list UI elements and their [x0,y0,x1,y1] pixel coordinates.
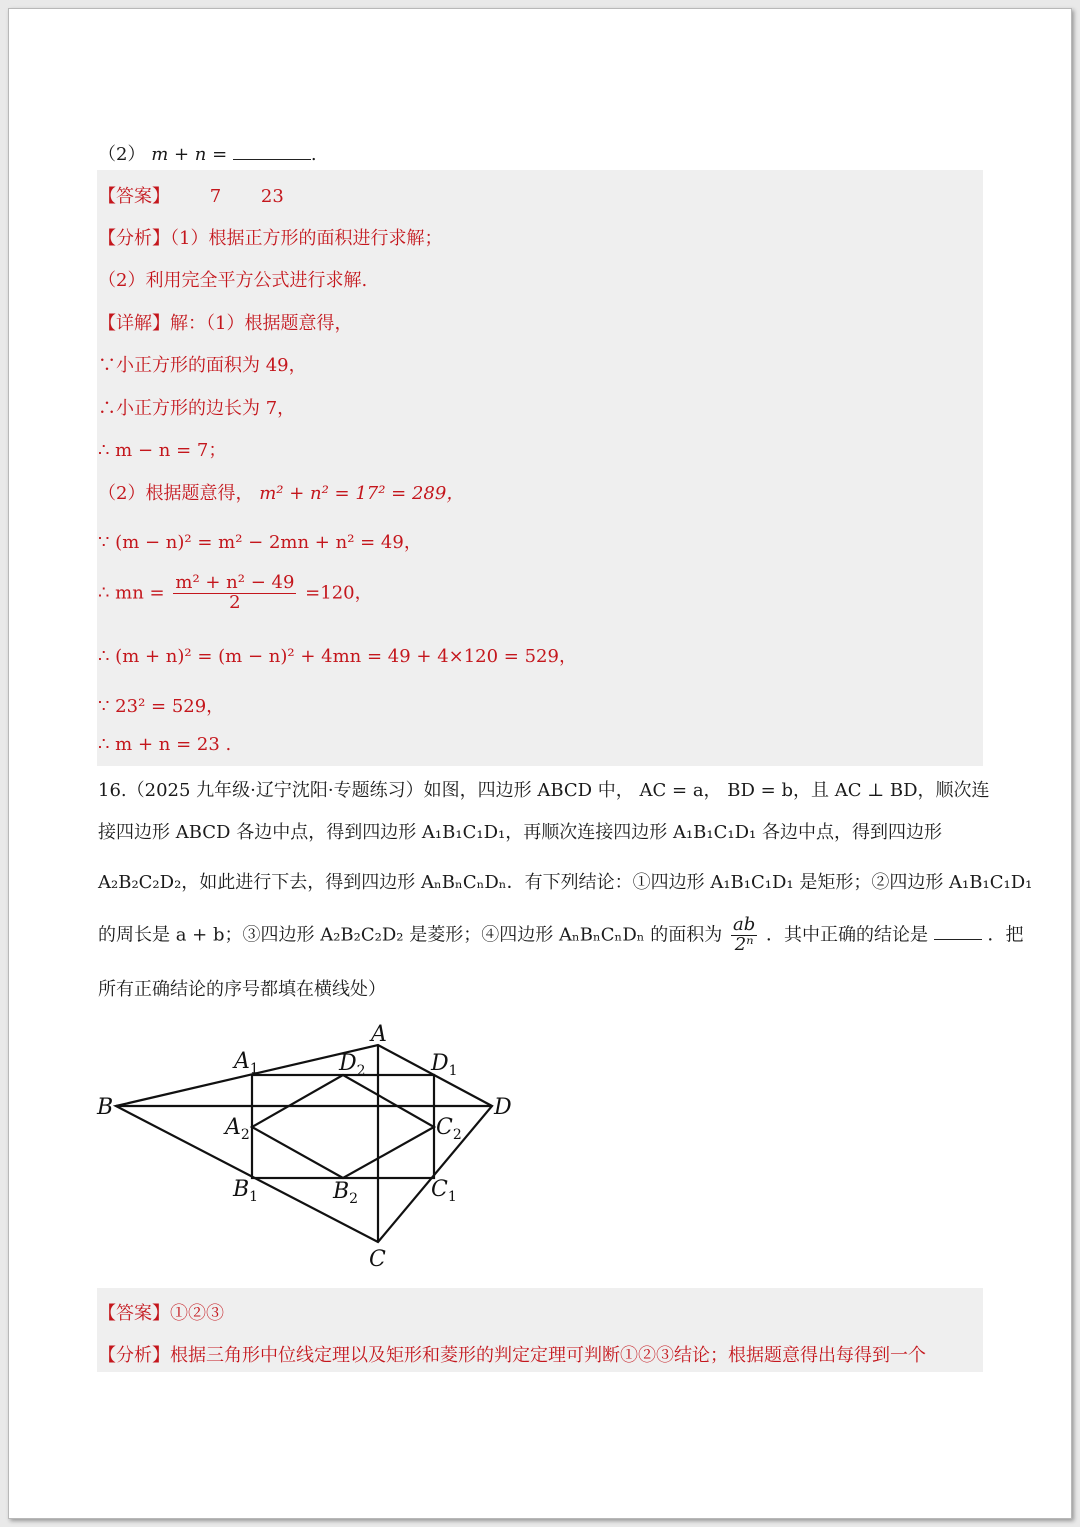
label-d2: $D_2$ [339,1051,366,1079]
detail-step-8: ∵ 23² = 529， [98,696,225,717]
label-a2: $A_2$ [225,1115,250,1143]
label-c2: $C_2$ [436,1115,462,1143]
label-b2: $B_2$ [333,1179,359,1207]
detail-step-4-math: m² + n² = 17² = 289， [259,483,465,504]
q15-analysis-1 [98,224,442,250]
q16-analysis [98,1341,926,1367]
label-a: A [371,1022,387,1047]
analysis-text-1: （1）根据正方形的面积进行求解； [170,228,443,249]
detail-step-6-rhs: =120， [305,582,373,604]
q15-detail-intro [98,309,352,335]
label-c1: $C_1$ [431,1177,457,1205]
fraction [173,574,296,613]
detail-step-6 [98,574,373,613]
rhombus-a2b2c2d2 [252,1075,434,1178]
fraction-numerator: m² + n² − 49 [175,572,295,593]
detail-step-1: ∵小正方形的面积为 49， [98,355,307,376]
analysis-label: 【分析】 [98,1345,170,1366]
analysis-text: 根据三角形中位线定理以及矩形和菱形的判定定理可判断①②③结论；根据题意得出每得到一个 [170,1345,926,1366]
answer-blank [233,145,311,160]
answer-value: ①②③ [170,1303,224,1324]
detail-step-4 [98,479,464,505]
q16-line-1: 16.（2025 九年级·辽宁沈阳·专题练习）如图，四边形 ABCD 中， AC = a， BD = b，且 AC ⊥ BD，顺次连 [98,780,990,801]
fraction-ab-over-2n [731,916,757,955]
q16-line-5: 所有正确结论的序号都填在横线处） [98,979,386,1000]
label-c: C [369,1247,386,1272]
detail-step-5: ∵ (m − n)² = m² − 2mn + n² = 49， [98,532,422,553]
answer-label: 【答案】 [98,186,170,207]
fraction-denominator: 2ⁿ [734,933,754,955]
q15-analysis-2: （2）利用完全平方公式进行求解. [98,270,368,291]
analysis-label: 【分析】 [98,228,170,249]
q16-line-4-tail: ．其中正确的结论是 [766,924,928,946]
q15-answer [98,182,284,208]
detail-step-2: ∴小正方形的边长为 7， [98,398,296,419]
q16-line-2: 接四边形 ABCD 各边中点，得到四边形 A₁B₁C₁D₁，再顺次连接四边形 A₁B₁C₁D₁ 各边中点，得到四边形 [98,822,942,843]
part2-expression: m + n = [151,144,228,165]
part2-number: （2） [98,144,146,165]
fraction-numerator: ab [733,914,756,935]
detail-step-7: ∴ (m + n)² = (m − n)² + 4mn = 49 + 4×120 = 529， [98,646,577,667]
quadrilateral-figure [90,1015,530,1275]
detail-step-6-lhs: ∴ mn = [98,582,165,604]
answer-value-2: 23 [260,186,284,207]
label-b: B [97,1095,114,1120]
q16-answer [98,1299,224,1325]
detail-label: 【详解】 [98,313,170,334]
detail-step-4-text: （2）根据题意得， [98,483,254,504]
label-b1: $B_1$ [233,1177,259,1205]
fraction-denominator: 2 [229,591,241,613]
q15-solution-box [97,170,983,766]
rectangle-a1b1c1d1 [252,1075,434,1178]
label-d: D [494,1095,512,1120]
label-d1: $D_1$ [431,1051,458,1079]
answer-blank [934,925,982,940]
detail-step-9: ∴ m + n = 23 . [98,734,232,755]
detail-intro-text: 解：（1）根据题意得， [170,313,353,334]
answer-value-1: 7 [209,186,222,207]
detail-step-3: ∴ m − n = 7； [98,440,227,461]
q16-line-4 [98,916,1023,955]
part2-question: （2） m + n = . [98,144,317,165]
q16-line-4-text: 的周长是 a + b；③四边形 A₂B₂C₂D₂ 是菱形；④四边形 AₙBₙCₙDₙ 的面积为 [98,924,723,946]
q16-line-4-end: ．把 [987,924,1024,946]
label-a1: $A_1$ [234,1049,259,1077]
q16-line-3: A₂B₂C₂D₂，如此进行下去，得到四边形 AₙBₙCₙDₙ．有下列结论：①四边形 A₁B₁C₁D₁ 是矩形；②四边形 A₁B₁C₁D₁ [98,872,1033,893]
answer-label: 【答案】 [98,1303,170,1324]
